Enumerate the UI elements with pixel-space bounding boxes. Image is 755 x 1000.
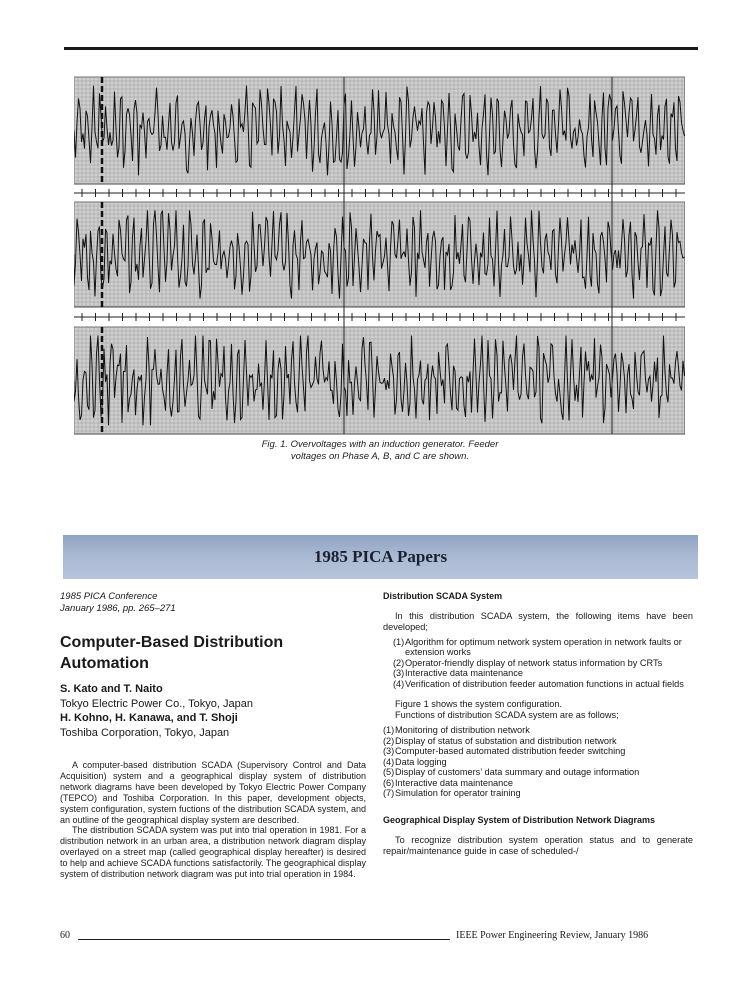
paper-title — [60, 632, 366, 674]
title-line-1: Computer-Based Distribution — [60, 634, 284, 651]
list-item: (1) Algorithm for optimum network system operation in network faults or extension works — [393, 636, 682, 658]
footer-rule — [78, 939, 450, 940]
list-item: (3) Interactive data maintenance — [393, 668, 523, 679]
journal-name: IEEE Power Engineering Review, January 1986 — [456, 930, 649, 941]
list-item: (3) Computer-based automated distribution feeder switching — [383, 746, 626, 757]
authors-group-2: H. Kohno, H. Kanawa, and T. Shoji — [60, 712, 238, 724]
banner-title: 1985 PICA Papers — [313, 547, 448, 566]
list-item: (6) Interactive data maintenance — [383, 777, 513, 788]
list-item: (2) Operator-friendly display of network status information by CRTs — [393, 657, 663, 668]
top-rule — [64, 47, 698, 50]
list-item: (7) Simulation for operator training — [383, 788, 521, 799]
right-column — [383, 591, 693, 856]
functions-list — [383, 725, 693, 799]
caption-line-2: voltages on Phase A, B, and C are shown. — [290, 451, 470, 462]
functions-intro — [383, 699, 693, 721]
abstract-para-1: A computer-based distribution SCADA (Supervisory Control and Data Acquisition) system and a geographical display system of distribution network diagrams have been developed by Tokyo Electric Power Company (TEPCO) and Toshiba Corporation. In this paper, development objects, system configuration, system fuctions of the distribution SCADA system, and an outline of the geographical display system are described. — [60, 760, 366, 825]
section-heading-scada: Distribution SCADA System — [383, 591, 503, 601]
abstract-para-2: The distribution SCADA system was put into trial operation in 1981. For a distribution network in an urban area, a distribution network diagram display overlayed on a street map (called geographical display hereafter) is desired to help and achieve SCADA functions satisfactorily. The geographical display system of distribution network diagram was put into trial operation in 1984. — [60, 825, 366, 880]
scada-intro: In this distribution SCADA system, the following items have been developed; — [383, 611, 693, 632]
affiliation-2: Toshiba Corporation, Tokyo, Japan — [60, 726, 230, 739]
left-column — [60, 591, 366, 880]
functions-lead: Functions of distribution SCADA system are as follows; — [395, 710, 619, 721]
list-item: (1) Monitoring of distribution network — [383, 725, 530, 736]
scada-section-body — [383, 611, 693, 633]
figure-caption — [200, 439, 560, 463]
list-item: (5) Display of customers’ data summary and outage information — [383, 767, 640, 778]
figure-reference: Figure 1 shows the system configuration. — [395, 699, 562, 710]
developed-items-list — [383, 637, 693, 690]
list-item: (2) Display of status of substation and distribution network — [383, 735, 617, 746]
overvoltage-figure — [74, 72, 685, 440]
section-banner — [63, 535, 698, 579]
author-block — [60, 682, 366, 740]
caption-line-1: Fig. 1. Overvoltages with an induction generator. Feeder — [261, 439, 499, 450]
conference-pages: January 1986, pp. 265–271 — [60, 602, 176, 614]
title-line-2: Automation — [60, 655, 149, 672]
list-item: (4) Data logging — [383, 756, 447, 767]
affiliation-1: Tokyo Electric Power Co., Tokyo, Japan — [60, 697, 253, 710]
geographical-section-body — [383, 835, 693, 857]
abstract — [60, 760, 366, 880]
page-number: 60 — [60, 930, 70, 941]
list-item: (4) Verification of distribution feeder automation functions in actual fields — [393, 678, 684, 689]
conference-name: 1985 PICA Conference — [60, 591, 158, 602]
authors-group-1: S. Kato and T. Naito — [60, 683, 163, 695]
section-heading-geographical: Geographical Display System of Distribution Network Diagrams — [383, 814, 656, 825]
oscillogram — [74, 72, 685, 440]
geographical-para: To recognize distribution system operation status and to generate repair/maintenance guide in case of scheduled-/ — [383, 834, 693, 856]
